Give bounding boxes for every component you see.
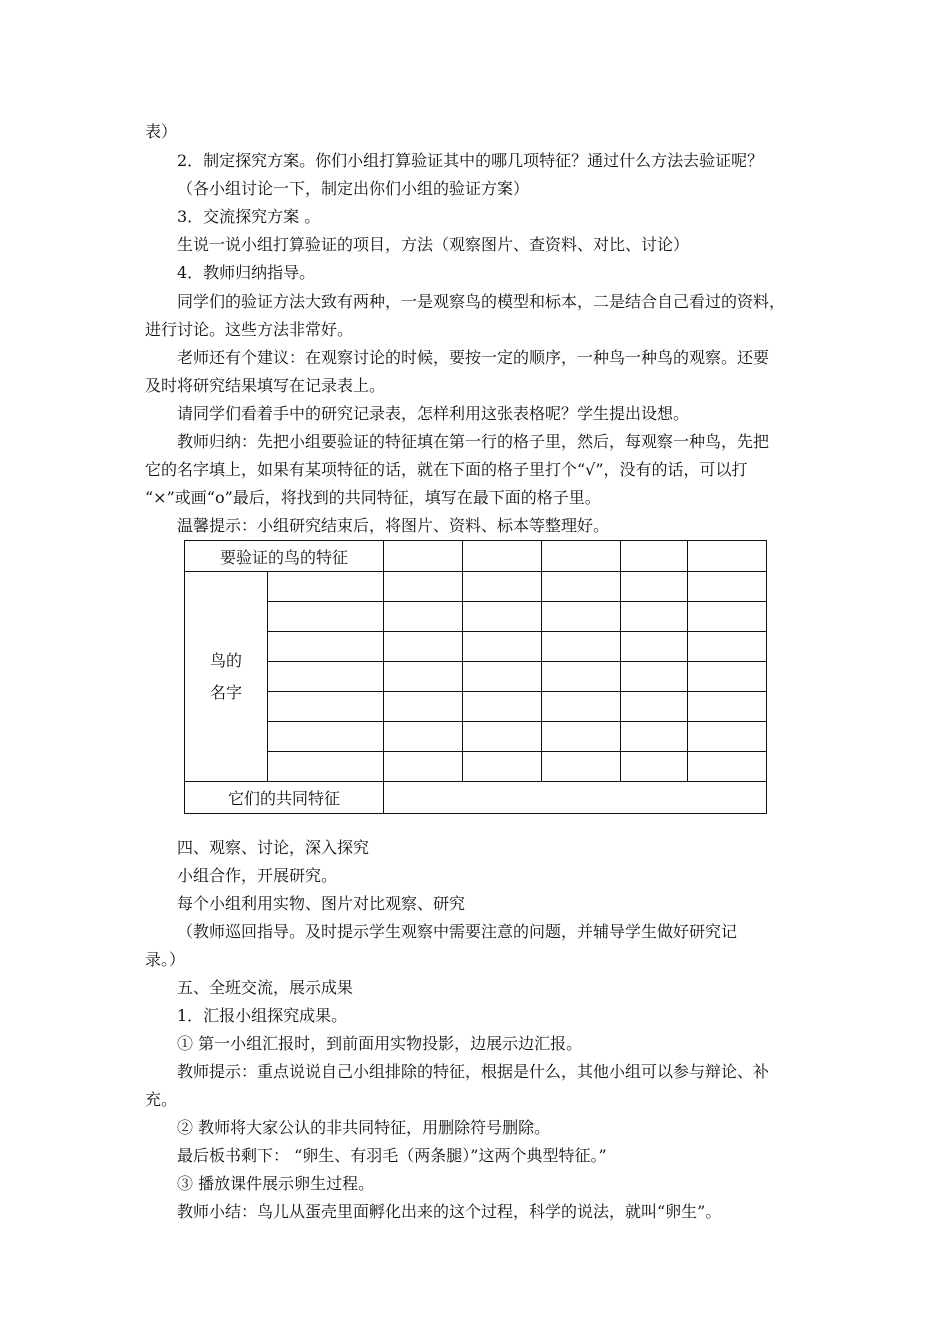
check-cell[interactable] bbox=[463, 632, 542, 662]
text-line: 4．教师归纳指导。 bbox=[177, 263, 316, 282]
text-line: 录。） bbox=[145, 950, 186, 969]
text-line: 及时将研究结果填写在记录表上。 bbox=[145, 376, 386, 395]
check-cell[interactable] bbox=[384, 662, 463, 692]
text-line: （各小组讨论一下，制定出你们小组的验证方案） bbox=[177, 179, 530, 198]
text-line: 教师提示：重点说说自己小组排除的特征，根据是什么，其他小组可以参与辩论、补 bbox=[177, 1062, 770, 1081]
check-cell[interactable] bbox=[463, 662, 542, 692]
text-line: 充。 bbox=[145, 1090, 178, 1109]
text-line: 教师小结：鸟儿从蛋壳里面孵化出来的这个过程，科学的说法，就叫“卵生”。 bbox=[177, 1202, 722, 1221]
check-cell[interactable] bbox=[384, 692, 463, 722]
text-line: 请同学们看着手中的研究记录表，怎样利用这张表格呢？学生提出设想。 bbox=[177, 404, 690, 423]
text-line: 每个小组利用实物、图片对比观察、研究 bbox=[177, 894, 466, 913]
check-cell[interactable] bbox=[688, 692, 767, 722]
feature-cell[interactable] bbox=[384, 541, 463, 572]
research-record-table bbox=[184, 540, 767, 814]
check-cell[interactable] bbox=[384, 722, 463, 752]
check-cell[interactable] bbox=[621, 662, 688, 692]
check-cell[interactable] bbox=[688, 602, 767, 632]
check-cell[interactable] bbox=[688, 722, 767, 752]
feature-cell[interactable] bbox=[463, 541, 542, 572]
text-line: 1．汇报小组探究成果。 bbox=[177, 1006, 348, 1025]
text-line: 3．交流探究方案 。 bbox=[177, 207, 321, 226]
check-cell[interactable] bbox=[463, 752, 542, 782]
check-cell[interactable] bbox=[463, 722, 542, 752]
text-line: 最后板书剩下： “卵生、有羽毛（两条腿）”这两个典型特征。” bbox=[177, 1146, 607, 1165]
text-line: 五、全班交流，展示成果 bbox=[177, 978, 354, 997]
bird-name-label-cell bbox=[185, 572, 268, 782]
check-cell[interactable] bbox=[621, 572, 688, 602]
check-cell[interactable] bbox=[688, 752, 767, 782]
bird-name-cell[interactable] bbox=[268, 752, 384, 782]
check-cell[interactable] bbox=[384, 752, 463, 782]
text-line: 小组合作，开展研究。 bbox=[177, 866, 338, 885]
check-cell[interactable] bbox=[621, 752, 688, 782]
check-cell[interactable] bbox=[621, 722, 688, 752]
text-line: “×”或画“o”最后，将找到的共同特征，填写在最下面的格子里。 bbox=[145, 488, 601, 507]
check-cell[interactable] bbox=[621, 692, 688, 722]
check-cell[interactable] bbox=[542, 692, 621, 722]
text-line: 老师还有个建议：在观察讨论的时候，要按一定的顺序，一种鸟一种鸟的观察。还要 bbox=[177, 348, 770, 367]
text-line: ② 教师将大家公认的非共同特征，用删除符号删除。 bbox=[177, 1118, 551, 1137]
check-cell[interactable] bbox=[542, 662, 621, 692]
bird-name-cell[interactable] bbox=[268, 722, 384, 752]
text-line: ① 第一小组汇报时，到前面用实物投影，边展示边汇报。 bbox=[177, 1034, 583, 1053]
text-line: ③ 播放课件展示卵生过程。 bbox=[177, 1174, 375, 1193]
common-feature-cell[interactable] bbox=[384, 782, 767, 814]
text-line: 它的名字填上，如果有某项特征的话，就在下面的格子里打个“√”，没有的话，可以打 bbox=[145, 460, 748, 479]
common-feature-label-cell: 它们的共同特征 bbox=[185, 782, 384, 814]
check-cell[interactable] bbox=[621, 632, 688, 662]
header-label-cell: 要验证的鸟的特征 bbox=[185, 541, 384, 572]
feature-cell[interactable] bbox=[621, 541, 688, 572]
check-cell[interactable] bbox=[463, 602, 542, 632]
check-cell[interactable] bbox=[463, 572, 542, 602]
check-cell[interactable] bbox=[542, 752, 621, 782]
text-line: 生说一说小组打算验证的项目，方法（观察图片、查资料、对比、讨论） bbox=[177, 235, 690, 254]
text-line: 2．制定探究方案。你们小组打算验证其中的哪几项特征？通过什么方法去验证呢？ bbox=[177, 151, 764, 170]
check-cell[interactable] bbox=[384, 572, 463, 602]
feature-cell[interactable] bbox=[688, 541, 767, 572]
text-line: 教师归纳：先把小组要验证的特征填在第一行的格子里，然后，每观察一种鸟，先把 bbox=[177, 432, 770, 451]
text-line: 进行讨论。这些方法非常好。 bbox=[145, 320, 354, 339]
text-line: 表） bbox=[145, 122, 178, 141]
check-cell[interactable] bbox=[542, 602, 621, 632]
check-cell[interactable] bbox=[542, 722, 621, 752]
bird-name-cell[interactable] bbox=[268, 572, 384, 602]
text-line: 温馨提示：小组研究结束后，将图片、资料、标本等整理好。 bbox=[177, 516, 610, 535]
bird-name-cell[interactable] bbox=[268, 692, 384, 722]
bird-name-label-line2: 名字 bbox=[209, 682, 242, 702]
bird-name-cell[interactable] bbox=[268, 632, 384, 662]
check-cell[interactable] bbox=[384, 632, 463, 662]
check-cell[interactable] bbox=[542, 572, 621, 602]
check-cell[interactable] bbox=[463, 692, 542, 722]
check-cell[interactable] bbox=[621, 602, 688, 632]
check-cell[interactable] bbox=[384, 602, 463, 632]
text-line: （教师巡回指导。及时提示学生观察中需要注意的问题，并辅导学生做好研究记 bbox=[177, 922, 738, 941]
check-cell[interactable] bbox=[688, 662, 767, 692]
feature-cell[interactable] bbox=[542, 541, 621, 572]
bird-name-label-line1: 鸟的 bbox=[209, 650, 242, 670]
bird-name-cell[interactable] bbox=[268, 602, 384, 632]
check-cell[interactable] bbox=[542, 632, 621, 662]
check-cell[interactable] bbox=[688, 572, 767, 602]
bird-name-cell[interactable] bbox=[268, 662, 384, 692]
check-cell[interactable] bbox=[688, 632, 767, 662]
text-line: 同学们的验证方法大致有两种，一是观察鸟的模型和标本，二是结合自己看过的资料， bbox=[177, 292, 786, 311]
text-line: 四、观察、讨论，深入探究 bbox=[177, 838, 370, 857]
